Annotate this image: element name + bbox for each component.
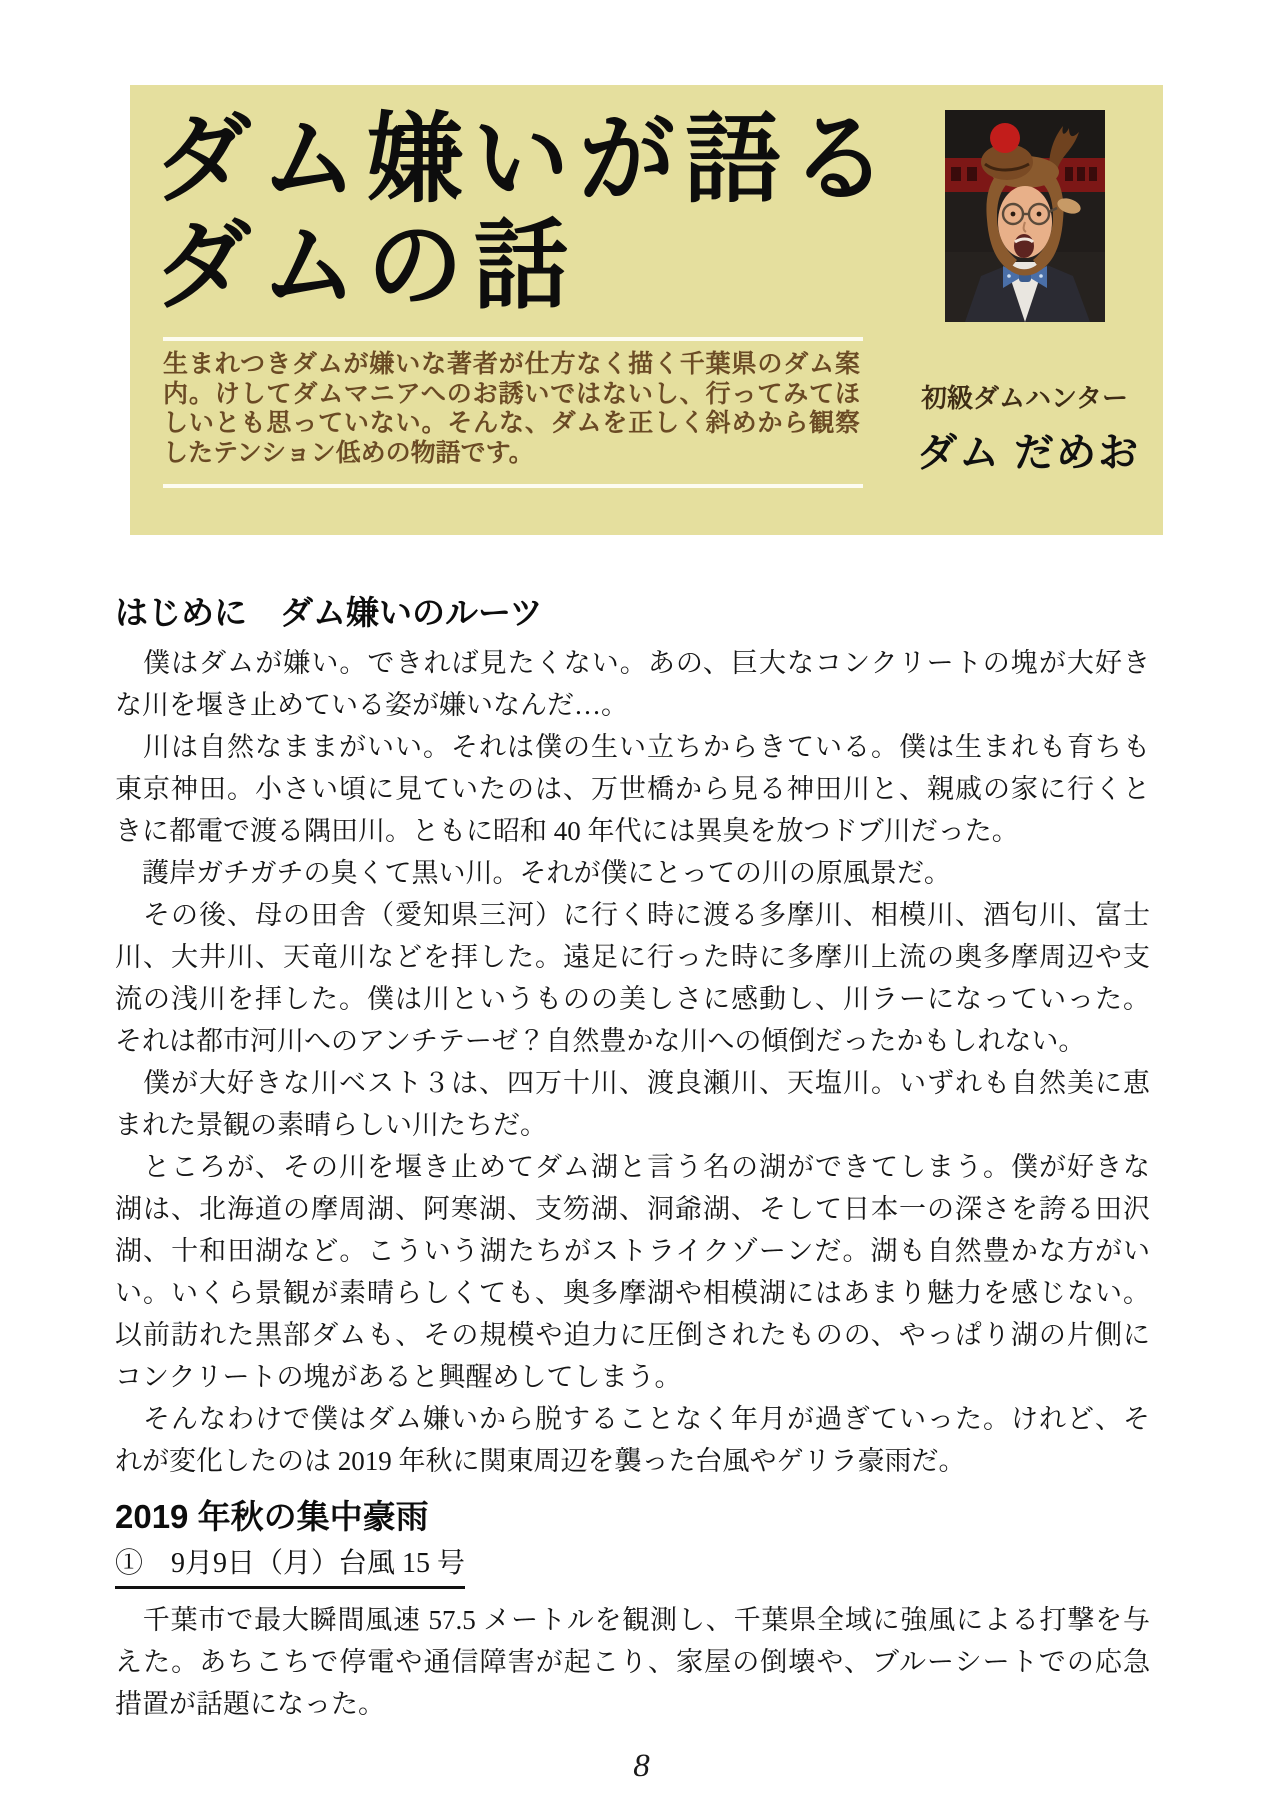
paragraph [115, 852, 1150, 894]
text-line: そんなわけで僕はダム嫌いから脱することなく年月が過ぎていった。けれど、そ [115, 1404, 1150, 1434]
text-line: コンクリートの塊があると興醒めしてしまう。 [115, 1362, 682, 1392]
paragraph [115, 726, 1150, 852]
text-line: きに都電で渡る隅田川。ともに昭和 40 年代には異臭を放つドブ川だった。 [115, 816, 1019, 846]
header-divider-bottom [163, 484, 863, 488]
paragraph [115, 1062, 1150, 1146]
header-description-line: したテンション低めの物語です。 [163, 438, 534, 467]
text-line: 川は自然なままがいい。それは僕の生い立ちからきている。僕は生まれも育ちも [115, 732, 1150, 762]
text-line: その後、母の田舎（愛知県三河）に行く時に渡る多摩川、相模川、酒匂川、富士 [115, 900, 1150, 930]
paragraph [115, 894, 1150, 1062]
text-line: 僕が大好きな川ベスト３は、四万十川、渡良瀬川、天塩川。いずれも自然美に恵 [115, 1068, 1150, 1098]
text-line: な川を堰き止めている姿が嫌いなんだ…。 [115, 690, 628, 720]
section-heading: 2019 年秋の集中豪雨 [115, 1498, 429, 1535]
page-title-line2: ダムの話 [155, 211, 579, 321]
text-line: ところが、その川を堰き止めてダム湖と言う名の湖ができてしまう。僕が好きな [115, 1152, 1150, 1182]
section-subheading: ① 9月9日（月）台風 15 号 [115, 1548, 465, 1589]
text-line: 僕はダムが嫌い。できれば見たくない。あの、巨大なコンクリートの塊が大好き [115, 648, 1150, 678]
main-content [115, 594, 1150, 1725]
section-heading: はじめに ダム嫌いのルーツ [115, 594, 543, 631]
paragraph [115, 642, 1150, 726]
text-line: 以前訪れた黒部ダムも、その規模や迫力に圧倒されたものの、やっぱり湖の片側に [115, 1320, 1150, 1350]
text-line: それは都市河川へのアンチテーゼ？自然豊かな川への傾倒だったかもしれない。 [115, 1026, 1086, 1056]
text-line: 千葉市で最大瞬間風速 57.5 メートルを観測し、千葉県全域に強風による打撃を与 [115, 1605, 1150, 1635]
paragraph [115, 1599, 1150, 1725]
text-line: 湖、十和田湖など。こういう湖たちがストライクゾーンだ。湖も自然豊かな方がい [115, 1236, 1150, 1266]
text-line: 措置が話題になった。 [115, 1689, 385, 1719]
header-description-line: 生まれつきダムが嫌いな著者が仕方なく描く千葉県のダム案 [163, 350, 860, 378]
text-line: 湖は、北海道の摩周湖、阿寒湖、支笏湖、洞爺湖、そして日本一の深さを誇る田沢 [115, 1194, 1150, 1224]
author-column [917, 110, 1141, 478]
text-line: 川、大井川、天竜川などを拝した。遠足に行った時に多摩川上流の奥多摩周辺や支 [115, 942, 1150, 972]
header-description-line: しいとも思っていない。そんな、ダムを正しく斜めから観察 [163, 409, 860, 437]
text-line: えた。あちこちで停電や通信障害が起こり、家屋の倒壊や、ブルーシートでの応急 [115, 1647, 1150, 1677]
text-line: 東京神田。小さい頃に見ていたのは、万世橋から見る神田川と、親戚の家に行くと [115, 774, 1150, 804]
page-title-line1: ダム嫌いが語る [155, 104, 897, 215]
text-line: 護岸ガチガチの臭くて黒い川。それが僕にとっての川の原風景だ。 [115, 858, 951, 888]
text-line: まれた景観の素晴らしい川たちだ。 [115, 1110, 547, 1140]
header-box [130, 85, 1163, 535]
text-line: 流の浅川を拝した。僕は川というものの美しさに感動し、川ラーになっていった。 [115, 984, 1150, 1014]
page-number: 8 [633, 1748, 650, 1784]
header-divider-top [163, 337, 863, 341]
red-ball [990, 123, 1020, 153]
text-line: れが変化したのは 2019 年秋に関東周辺を襲った台風やゲリラ豪雨だ。 [115, 1446, 966, 1476]
paragraph [115, 1398, 1150, 1482]
header-description [163, 350, 860, 468]
header-description-line: 内。けしてダムマニアへのお誘いではないし、行ってみてほ [163, 379, 860, 408]
author-role: 初級ダムハンター [921, 383, 1128, 413]
author-name: ダム だめお [917, 431, 1141, 475]
paragraph [115, 1146, 1150, 1398]
author-photo [945, 110, 1105, 322]
text-line: い。いくら景観が素晴らしくても、奥多摩湖や相模湖にはあまり魅力を感じない。 [115, 1278, 1150, 1308]
